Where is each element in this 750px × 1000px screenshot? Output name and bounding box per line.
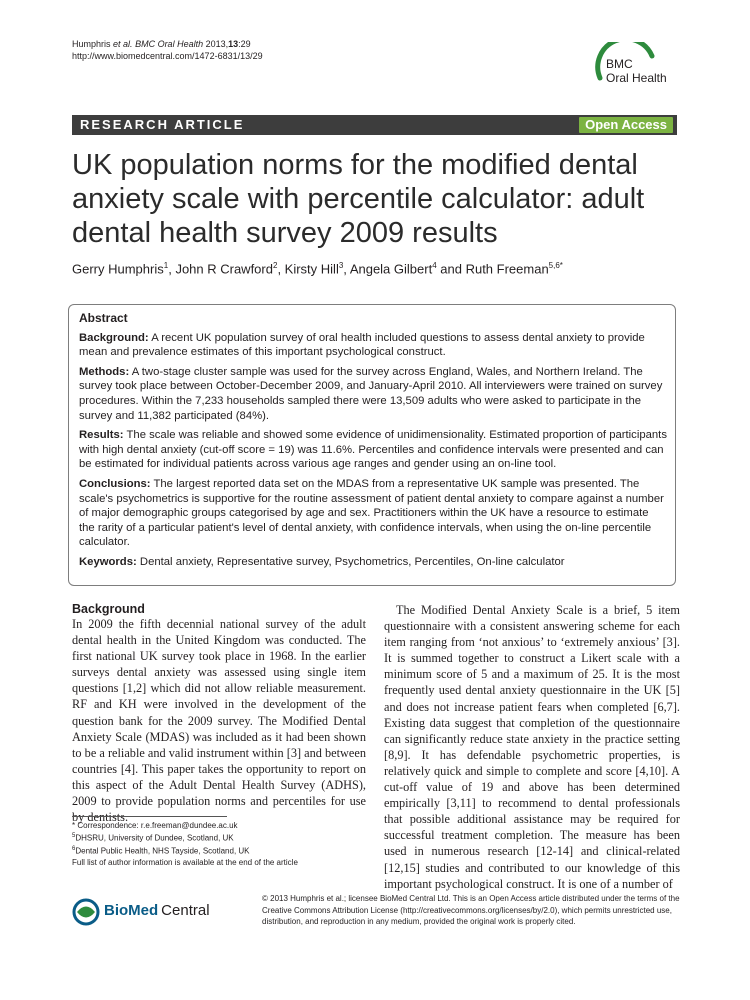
citation-etal: et al. (113, 39, 133, 49)
abstract-keywords (79, 555, 667, 570)
author-name: Gerry Humphris (72, 261, 164, 277)
author-affiliation: 3 (338, 261, 344, 270)
abstract-label: Results: (79, 429, 124, 442)
affiliation-text: DHSRU, University of Dundee, Scotland, UK (75, 833, 234, 843)
abstract-text: The largest reported data set on the MDAS from a representative UK sample was presented. The scale's psychometrics is supportive for the routine assessment of patient dental anxiety to compare against a number of major demographic groups categorised by age and sex. Practitioners within the UK have a resource to estimate the rarity of a particular patient's level of dental anxiety, with confidence intervals, when using the on-line percentile calculator. (79, 477, 664, 549)
logo-med: Med (128, 902, 159, 919)
logo-bio: Bio (104, 902, 129, 919)
author-name: Ruth Freeman (465, 261, 549, 277)
research-article-label: RESEARCH ARTICLE (80, 117, 245, 132)
correspondence-note: * Correspondence: r.e.freeman@dundee.ac.uk (72, 821, 238, 830)
article-url[interactable]: http://www.biomedcentral.com/1472-6831/13/29 (72, 51, 263, 61)
abstract-label: Conclusions: (79, 477, 151, 490)
citation-article: :29 (238, 39, 251, 49)
body-paragraph: The Modified Dental Anxiety Scale is a brief, 5 item questionnaire with a consistent answering scheme for each item ranging from ‘not anxious’ to ‘extremely anxious’ [3]. It is summed together to construct a Likert scale with a minimum score of 5 and a maximum of 25. It is the most frequently used dental anxiety questionnaire in the UK [5] and does not increase patient fears when completed [6,7]. Existing data suggest that completion of the questionnaire can significantly reduce state anxiety in the practice setting [8,9]. It has defendable psychometric properties, is relatively quick and simple to complete and score [4,10]. A cut-off value of 19 and above has been determined empirically [3,11] to recommend to dental professionals that possible additional assistance may be required for successful treatment completion. The measure has been used in numerous research [12-14] and clinical-related [12,15] studies and contributed to our knowledge of this important psychological construct. It is one of a number of (384, 603, 680, 891)
abstract-text: A two-stage cluster sample was used for the survey across England, Wales, and Northern Ireland. The survey took place between October-December 2009, and January-April 2010. All interviewers were trained on survey procedures. Within the 7,233 households sampled there were 13,509 adults who were asked to participate in the survey and 11,382 participated (84%). (79, 365, 663, 422)
citation-volume: 13 (228, 39, 239, 49)
abstract-text: The scale was reliable and showed some evidence of unidimensionality. Estimated proportion of participants with high dental anxiety (cut-off score = 19) was 11.6%. Percentiles and confidence intervals were presented and can be estimated for individual patients across various age ranges and gender using an on-line tool. (79, 429, 667, 471)
affiliation-text: Dental Public Health, NHS Tayside, Scotland, UK (75, 846, 250, 856)
journal-logo-bmc: BMC (606, 57, 633, 71)
body-column-left (72, 602, 366, 825)
abstract-box (68, 304, 676, 586)
journal-logo (594, 42, 684, 94)
citation-journal: BMC Oral Health (135, 39, 204, 49)
author-name: Angela Gilbert (349, 261, 433, 277)
affiliation-sup: 5 (72, 833, 76, 840)
author-separator: , (168, 261, 176, 277)
author-name: Kirsty Hill (284, 261, 339, 277)
author-info-note: Full list of author information is available at the end of the article (72, 857, 298, 867)
author-separator: , (343, 261, 350, 277)
copyright-notice: © 2013 Humphris et al.; licensee BioMed Central Ltd. This is an Open Access article distributed under the terms of the Creative Commons Attribution License (http://creativecommons.org/licenses/by/2.0), which permits unrestricted use, distribution, and reproduction in any medium, provided the original work is properly cited. (262, 894, 680, 926)
abstract-label: Keywords: (79, 555, 137, 568)
citation-authors: Humphris (72, 39, 111, 49)
affiliation-note (72, 831, 372, 844)
footnotes (72, 820, 372, 868)
body-paragraph: In 2009 the fifth decennial national survey of the adult dental health in the United Kingdom was conducted. The first national UK survey took place in 1968. In the earlier surveys dental anxiety was assessed using single item questions [1,2] which did not allow reliable measurement. RF and KH were involved in the development of the question bank for the 2009 survey. The Modified Dental Anxiety Scale (MDAS) was included as it had been shown to be a reliable and valid instrument within [3] and between countries [4]. This paper takes the opportunity to report on this aspect of the Adult Dental Health Survey (ADHS), 2009 to provide population norms and percentiles for use by dentists. (72, 617, 366, 825)
abstract-text: Dental anxiety, Representative survey, Psychometrics, Percentiles, On-line calculator (139, 555, 565, 568)
footnote-rule (72, 816, 227, 817)
abstract-background (79, 331, 667, 360)
author-affiliation: 1 (163, 261, 169, 270)
abstract-text: A recent UK population survey of oral health included questions to assess dental anxiety to provide mean and prevalence estimates of this important psychological construct. (79, 331, 645, 359)
abstract-label: Background: (79, 331, 149, 344)
body-column-right (384, 602, 680, 892)
article-title: UK population norms for the modified dental anxiety scale with percentile calculator: adult dental health survey 2009 results (72, 149, 645, 249)
affiliation-note (72, 844, 372, 857)
article-type-banner (72, 115, 677, 135)
author-name: John R Crawford (175, 261, 273, 277)
journal-logo-name: Oral Health (606, 71, 667, 85)
author-separator: , (277, 261, 285, 277)
author-list (72, 261, 563, 276)
citation-year: 2013, (205, 39, 229, 49)
section-heading-background: Background (72, 602, 145, 616)
author-affiliation: 2 (272, 261, 278, 270)
author-affiliation: 5,6* (548, 261, 563, 270)
affiliation-sup: 6 (72, 846, 76, 853)
abstract-heading: Abstract (79, 311, 128, 325)
abstract-label: Methods: (79, 365, 130, 378)
logo-central: Central (161, 902, 210, 919)
author-affiliation: 4 (432, 261, 437, 270)
biomed-central-logo (72, 897, 218, 927)
abstract-conclusions (79, 477, 667, 550)
biomed-swirl-icon (72, 897, 102, 927)
citation-header (72, 38, 263, 62)
author-separator: and (436, 261, 466, 277)
abstract-methods (79, 365, 667, 423)
open-access-badge: Open Access (579, 117, 673, 133)
abstract-results (79, 428, 667, 472)
